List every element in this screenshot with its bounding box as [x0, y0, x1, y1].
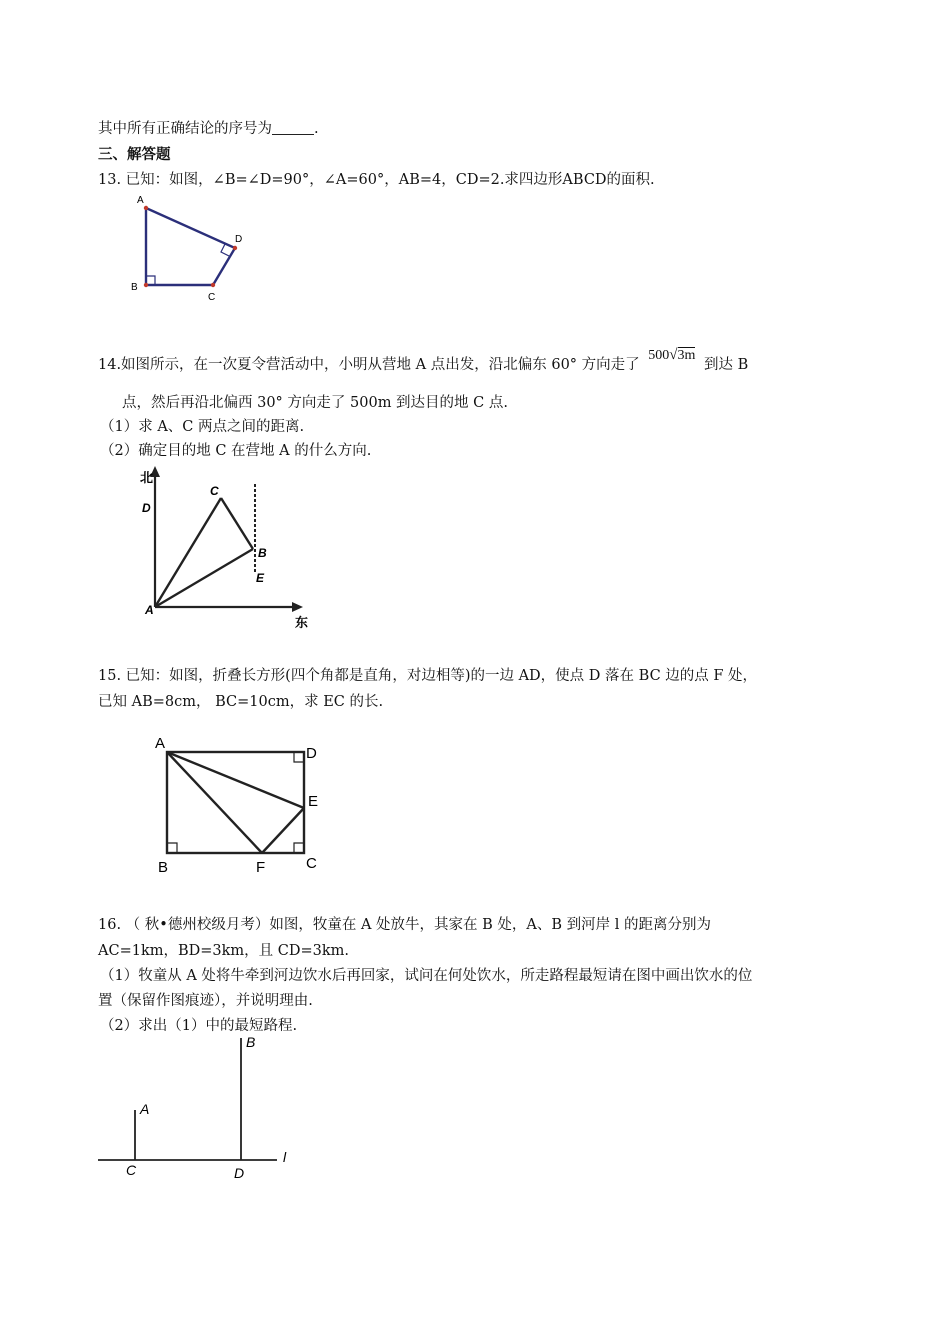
q13-figure	[125, 190, 255, 305]
label-l: l	[283, 1149, 287, 1165]
q14-sub1: （1）求 A、C 两点之间的距离.	[100, 419, 305, 435]
rectangle-abcd	[167, 752, 304, 853]
label-e: E	[308, 793, 319, 810]
label-b: B	[158, 859, 169, 876]
label-north: 北	[140, 470, 154, 485]
label-d: D	[142, 501, 151, 515]
segment-ae	[167, 752, 304, 808]
label-e: E	[256, 571, 265, 585]
q14-line2: 点，然后再沿北偏西 30° 方向走了 500m 到达目的地 C 点.	[122, 395, 508, 411]
segment-af	[167, 752, 262, 853]
label-c: C	[210, 484, 219, 498]
label-a: A	[155, 735, 166, 752]
label-f: F	[256, 859, 266, 876]
formula-num: 500	[648, 348, 670, 363]
q15-line2: 已知 AB=8cm， BC=10cm，求 EC 的长.	[98, 694, 384, 710]
label-c: C	[126, 1162, 137, 1178]
q15-line1: 15. 已知：如图，折叠长方形(四个角都是直角，对边相等)的一边 AD，使点 D 落在 BC 边的点 F 处，	[98, 668, 758, 684]
segment-cb	[221, 498, 253, 549]
q14-line1	[98, 347, 749, 376]
previous-question-tail	[98, 119, 319, 139]
right-angle-b	[167, 843, 177, 853]
q16-sub1b: 置（保留作图痕迹），并说明理由.	[98, 993, 313, 1009]
label-b: B	[246, 1034, 256, 1050]
label-c: C	[208, 292, 216, 303]
label-d: D	[235, 234, 243, 245]
q16-sub2: （2）求出（1）中的最短路程.	[100, 1018, 298, 1034]
q16-line1: 16. （ 秋•德州校级月考）如图，牧童在 A 处放牛，其家在 B 处，A、B 到河岸 l 的距离分别为	[98, 917, 711, 933]
label-a: A	[137, 195, 144, 206]
formula-radicand: 3m	[677, 348, 696, 363]
label-d: D	[306, 745, 317, 762]
q16-line2: AC=1km，BD=3km，且 CD=3km.	[98, 943, 350, 959]
q14-figure	[135, 462, 325, 632]
segment-ab	[155, 549, 253, 607]
label-c: C	[306, 855, 317, 872]
q15-figure	[150, 728, 330, 878]
tail-text: 其中所有正确结论的序号为	[98, 121, 272, 137]
tail-period: .	[314, 121, 319, 137]
q14-sub2: （2）确定目的地 C 在营地 A 的什么方向.	[100, 443, 372, 459]
label-b: B	[131, 282, 138, 293]
section-title: 三、解答题	[98, 147, 171, 163]
q14-line1-after: 到达 B	[704, 357, 749, 373]
q16-sub1a: （1）牧童从 A 处将牛牵到河边饮水后再回家，试问在何处饮水，所走路程最短请在图中画出饮水的位	[100, 968, 753, 984]
label-a: A	[140, 1101, 150, 1117]
label-d: D	[234, 1165, 245, 1181]
east-arrow-icon	[292, 602, 303, 612]
q14-formula: 500√3m	[648, 347, 696, 363]
label-a: A	[145, 603, 154, 617]
segment-fe	[262, 808, 304, 853]
label-east: 东	[295, 615, 309, 630]
answer-blank	[272, 120, 314, 135]
q13-text: 13. 已知：如图，∠B=∠D=90°，∠A=60°，AB=4，CD=2.求四边形ABCD的面积.	[98, 172, 655, 188]
q14-line1-before: 14.如图所示，在一次夏令营活动中，小明从营地 A 点出发，沿北偏东 60° 方向走了	[98, 357, 640, 373]
quadrilateral-abcd	[146, 208, 235, 285]
segment-ac	[155, 498, 221, 607]
right-angle-d	[294, 752, 304, 762]
q16-figure	[95, 1030, 305, 1185]
right-angle-c	[294, 843, 304, 853]
label-b: B	[258, 546, 267, 560]
